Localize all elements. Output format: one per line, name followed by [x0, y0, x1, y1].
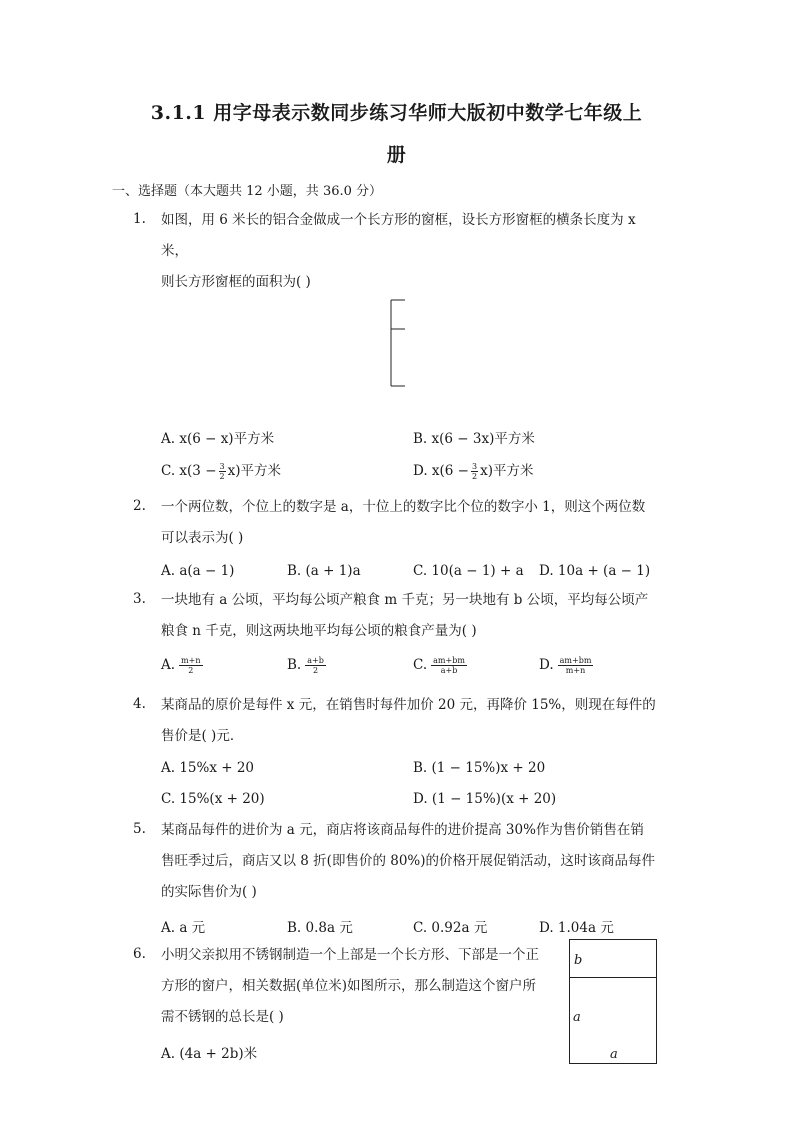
option-d[interactable]: [413, 459, 533, 481]
question-text: [161, 690, 661, 752]
question-text-line: 某商品的原价是每件 x 元，在销售时每件加价 20 元，再降价 15%，则现在每件的: [161, 697, 656, 713]
question-number: 5.: [133, 821, 146, 837]
window-divider: [570, 977, 656, 978]
fraction: [179, 656, 202, 675]
fraction-numerator: 3: [472, 462, 478, 471]
question-text: [161, 940, 561, 1033]
question-number: 1.: [133, 211, 146, 227]
fraction-denominator: m+n: [565, 666, 586, 675]
question-text: [161, 492, 661, 554]
question-text-line: 粮食 n 千克，则这两块地平均每公顷的粮食产量为( ): [161, 623, 477, 639]
option-c[interactable]: [161, 459, 281, 481]
question-text-line: 一个两位数，个位上的数字是 a，十位上的数字比个位的数字小 1，则这个两位数: [161, 499, 646, 515]
fraction: [471, 462, 478, 481]
option-d-label: D.: [539, 657, 554, 673]
label-a-bottom: a: [610, 1047, 618, 1062]
option-a[interactable]: [161, 656, 203, 675]
fraction-denominator: 2: [188, 666, 194, 675]
question-text-line: 如图，用 6 米长的铝合金做成一个长方形的窗框，设长方形窗框的横条长度为 x 米，: [161, 212, 636, 259]
question-number: 2.: [133, 498, 146, 514]
option-d-suffix: x)平方米: [480, 463, 534, 479]
fraction: [305, 656, 326, 675]
fraction-numerator: 3: [219, 462, 225, 471]
option-c-prefix: C. x(3 −: [161, 463, 217, 479]
question-text: [161, 585, 661, 647]
option-a[interactable]: A. x(6 − x)平方米: [161, 431, 275, 447]
window-frame-figure: [385, 295, 415, 390]
question-text-line: 某商品每件的进价为 a 元，商店将该商品每件的进价提高 30%作为售价销售在销: [161, 822, 644, 838]
fraction: [219, 462, 226, 481]
fraction-numerator: am+bm: [433, 656, 465, 665]
option-b-label: B.: [287, 657, 302, 673]
question-number: 6.: [133, 946, 146, 962]
option-c[interactable]: C. 0.92a 元: [413, 920, 488, 936]
option-d-prefix: D. x(6 −: [413, 463, 469, 479]
question-text-line: 方形的窗户，相关数据(单位米)如图所示，那么制造这个窗户所: [161, 978, 537, 994]
question-text-line: 小明父亲拟用不锈钢制造一个上部是一个长方形、下部是一个正: [161, 947, 539, 963]
question-text-line: 则长方形窗框的面积为( ): [161, 274, 311, 290]
question-text-line: 的实际售价为( ): [161, 884, 257, 900]
section-header: 一、选择题（本大题共 12 小题，共 36.0 分）: [112, 184, 383, 199]
option-a-label: A.: [161, 657, 176, 673]
question-text-line: 售价是( )元．: [161, 728, 244, 744]
option-d[interactable]: [539, 656, 593, 675]
question-number: 4.: [133, 696, 146, 712]
option-b[interactable]: B. x(6 − 3x)平方米: [413, 431, 535, 447]
option-d[interactable]: D. (1 − 15%)(x + 20): [413, 791, 557, 807]
fraction-denominator: 2: [472, 472, 478, 481]
option-b[interactable]: B. (a + 1)a: [287, 563, 361, 579]
option-a[interactable]: A. a(a − 1): [161, 563, 235, 579]
fraction: [431, 656, 467, 675]
fraction-numerator: m+n: [181, 656, 201, 665]
page-title-continued: 册: [386, 144, 407, 166]
window-figure: [569, 939, 657, 1064]
question-text-line: 需不锈钢的总长是( ): [161, 1009, 284, 1025]
question-text: [161, 205, 661, 298]
fraction-numerator: am+bm: [559, 656, 592, 665]
label-b: b: [574, 953, 583, 968]
option-c[interactable]: C. 10(a − 1) + a: [413, 563, 524, 579]
fraction-numerator: a+b: [307, 656, 324, 665]
label-a-side: a: [573, 1010, 581, 1025]
option-b[interactable]: B. (1 − 15%)x + 20: [413, 760, 546, 776]
option-b[interactable]: B. 0.8a 元: [287, 920, 353, 936]
option-a[interactable]: A. a 元: [161, 920, 206, 936]
question-number: 3.: [133, 591, 146, 607]
option-c[interactable]: C. 15%(x + 20): [161, 791, 265, 807]
question-text-line: 可以表示为( ): [161, 530, 244, 546]
option-d[interactable]: D. 10a + (a − 1): [539, 563, 651, 579]
option-a[interactable]: A. 15%x + 20: [161, 760, 255, 776]
question-text-line: 售旺季过后，商店又以 8 折(即售价的 80%)的价格开展促销活动，这时该商品每件: [161, 853, 656, 869]
page-title: 3.1.1 用字母表示数同步练习华师大版初中数学七年级上: [150, 102, 643, 124]
option-b[interactable]: [287, 656, 326, 675]
question-text-line: 一块地有 a 公顷，平均每公顷产粮食 m 千克；另一块地有 b 公顷，平均每公顷产: [161, 592, 649, 608]
fraction-denominator: 2: [219, 472, 225, 481]
fraction-denominator: 2: [312, 666, 319, 675]
fraction: [558, 656, 594, 675]
fraction-denominator: a+b: [440, 666, 458, 675]
option-d[interactable]: D. 1.04a 元: [539, 920, 614, 936]
option-c[interactable]: [413, 656, 467, 675]
option-c-suffix: x)平方米: [227, 463, 281, 479]
option-c-label: C.: [413, 657, 428, 673]
option-a[interactable]: A. (4a + 2b)米: [161, 1046, 258, 1062]
question-text: [161, 815, 661, 908]
